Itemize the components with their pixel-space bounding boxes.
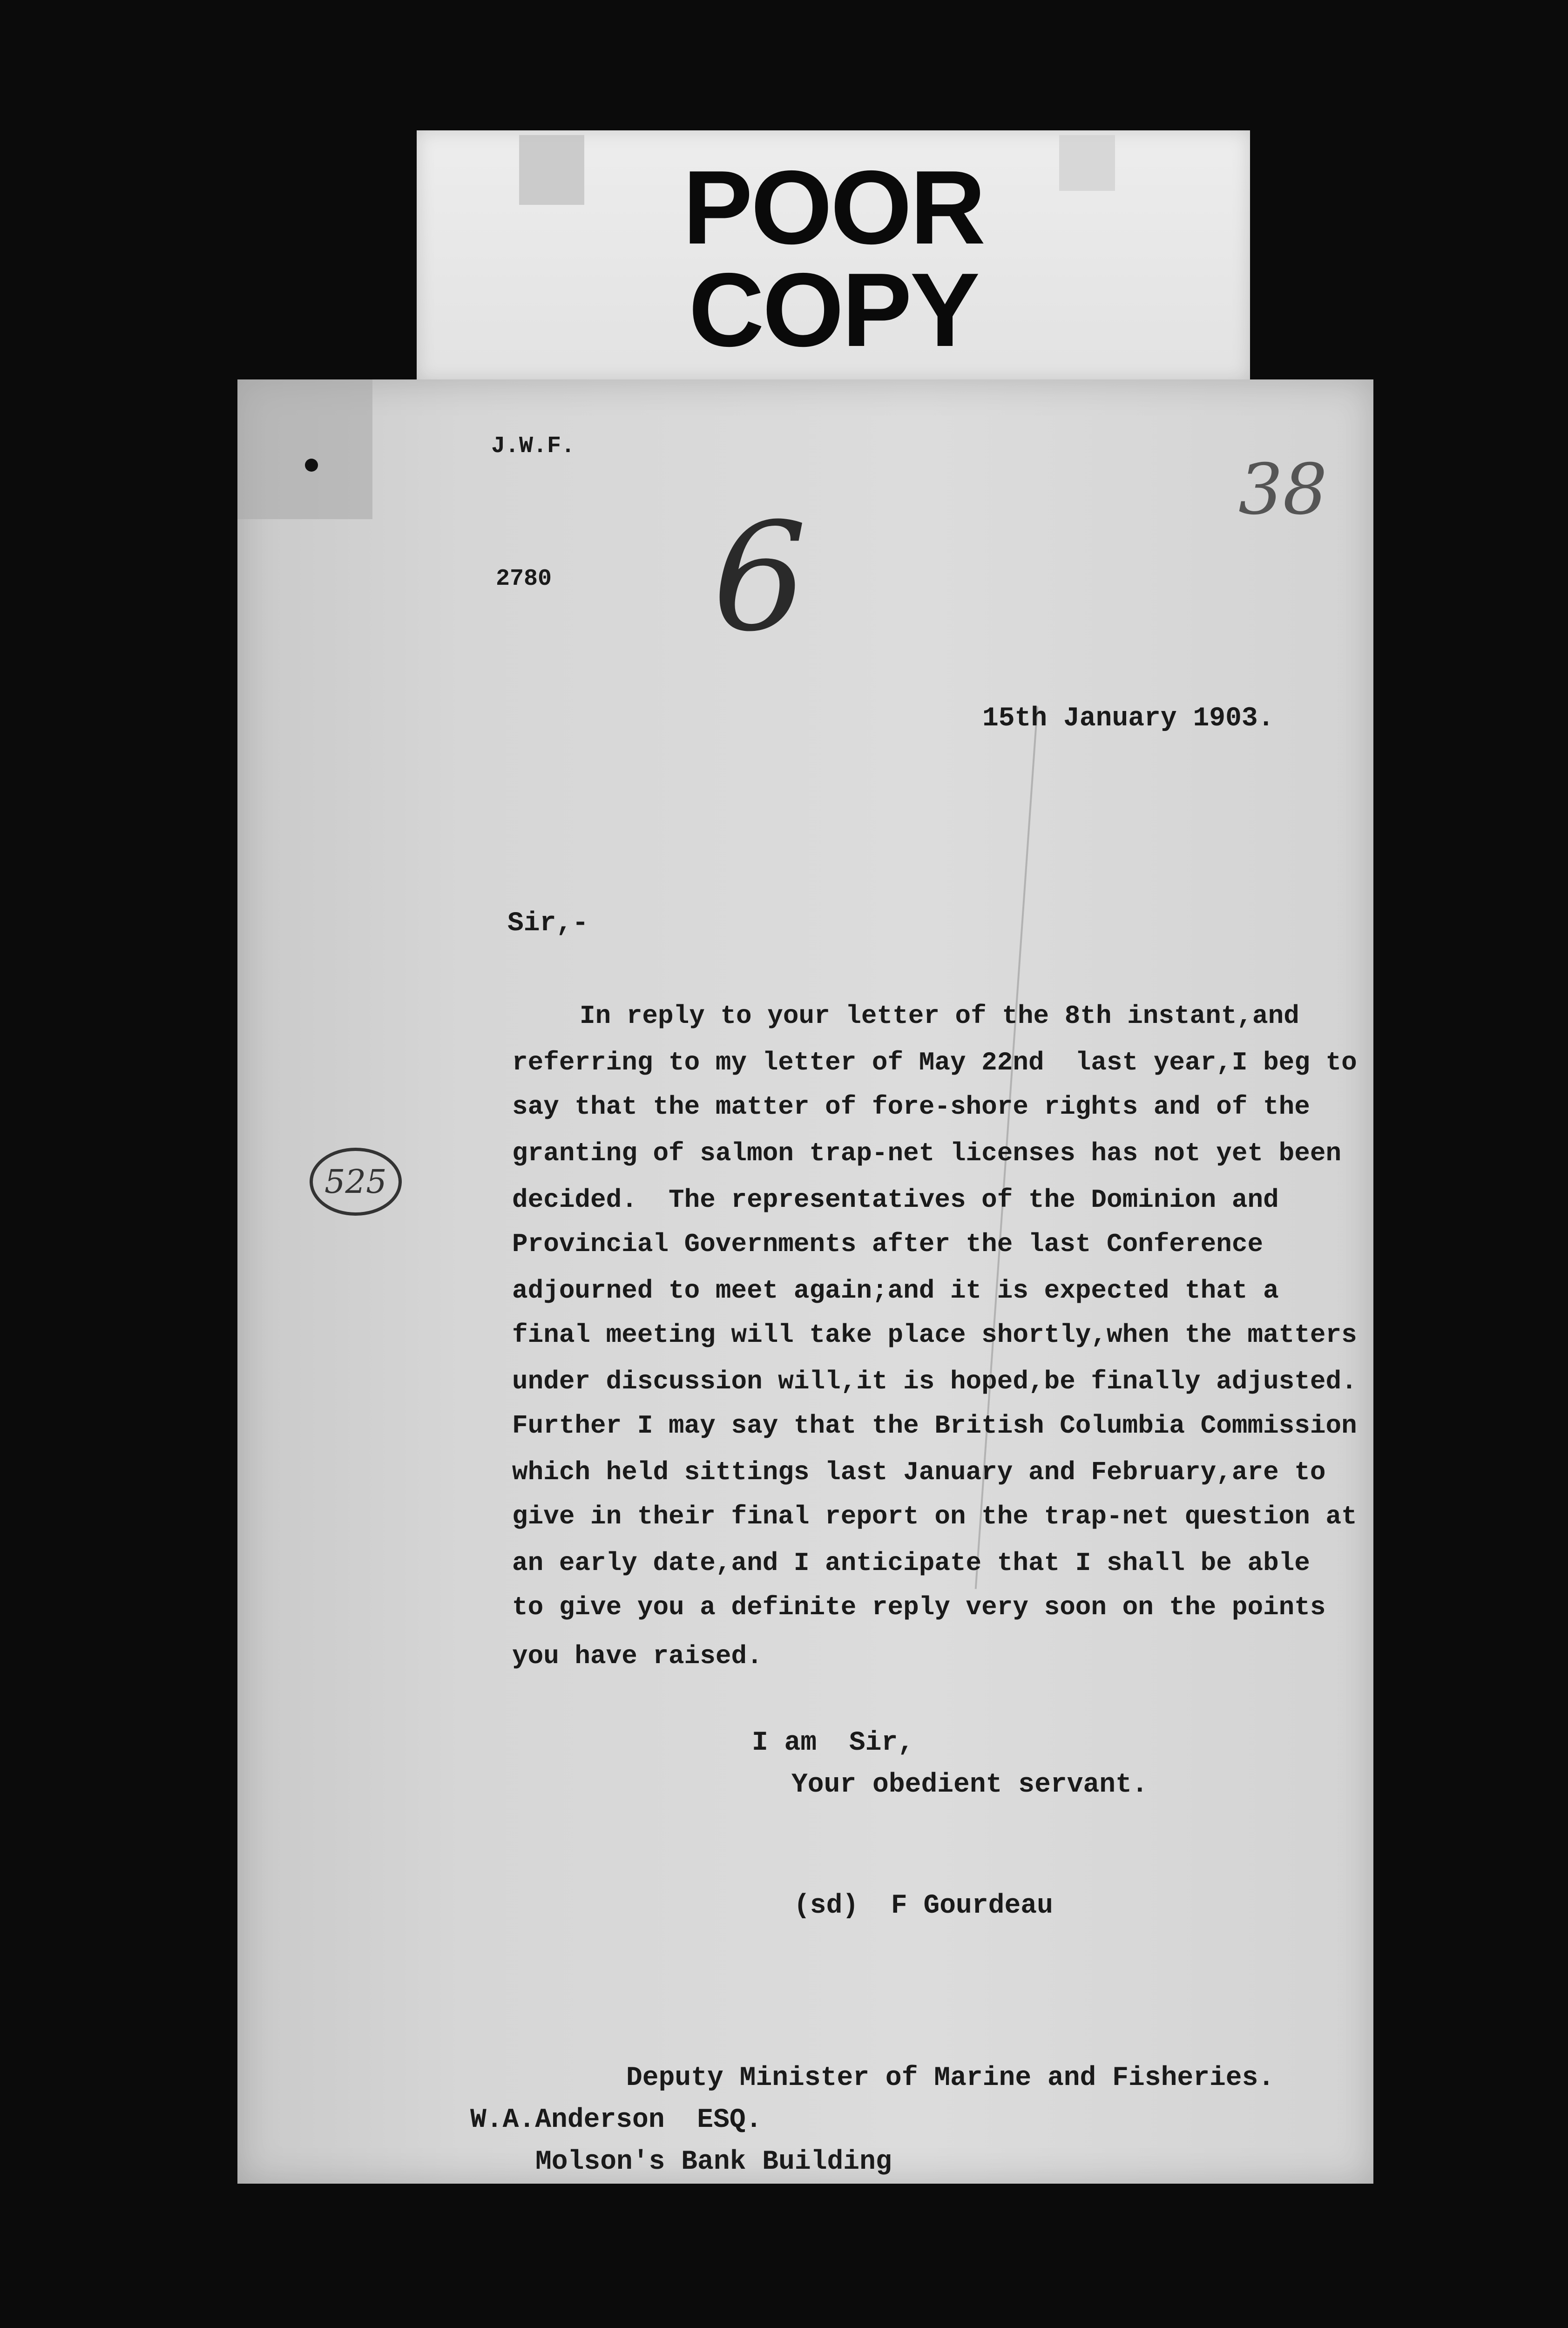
poor-copy-line2: COPY bbox=[689, 251, 978, 368]
signature: (sd) F Gourdeau bbox=[794, 1891, 1053, 1921]
handwritten-page-number: 38 bbox=[1238, 449, 1327, 530]
addressee-address: Molson's Bank Building bbox=[535, 2147, 892, 2177]
letter-body-line: give in their final report on the trap-net question at bbox=[512, 1502, 1357, 1531]
letter-body-line: granting of salmon trap-net licenses has not yet been bbox=[512, 1138, 1342, 1168]
handwritten-mark: 6 bbox=[712, 491, 807, 664]
addressee-name: W.A.Anderson ESQ. bbox=[470, 2105, 762, 2135]
letter-body-line: Provincial Governments after the last Conference bbox=[512, 1229, 1264, 1259]
letter-body-line: an early date,and I anticipate that I shall be able bbox=[512, 1548, 1310, 1578]
initials: J.W.F. bbox=[491, 433, 575, 460]
letter-sheet bbox=[237, 379, 1373, 2184]
paper-clip-shadow bbox=[237, 379, 372, 519]
letter-body-line: In reply to your letter of the 8th instant,and bbox=[580, 1001, 1299, 1031]
letter-body-line: say that the matter of fore-shore rights and of the bbox=[512, 1092, 1310, 1122]
letter-body-line: referring to my letter of May 22nd last year,I beg to bbox=[512, 1048, 1357, 1077]
closing-line-2: Your obedient servant. bbox=[791, 1770, 1148, 1800]
closing-line-1: I am Sir, bbox=[752, 1728, 914, 1758]
letter-body-line: under discussion will,it is hoped,be finally adjusted. bbox=[512, 1367, 1357, 1396]
pin-hole bbox=[305, 459, 318, 472]
letter-body-line: decided. The representatives of the Dominion and bbox=[512, 1185, 1279, 1215]
letter-body-line: Further I may say that the British Columbia Commission bbox=[512, 1411, 1357, 1441]
poor-copy-card bbox=[417, 130, 1250, 382]
poor-copy-line1: POOR bbox=[683, 149, 984, 266]
salutation: Sir,- bbox=[507, 908, 589, 939]
letter-body-line: adjourned to meet again;and it is expected that a bbox=[512, 1276, 1279, 1306]
letter-body-line: you have raised. bbox=[512, 1641, 763, 1671]
letter-body-line: which held sittings last January and February,are to bbox=[512, 1457, 1326, 1487]
letter-body-line: final meeting will take place shortly,when the matters bbox=[512, 1320, 1357, 1350]
handwritten-circled-number: 525 bbox=[310, 1148, 402, 1216]
signer-title: Deputy Minister of Marine and Fisheries. bbox=[626, 2063, 1275, 2093]
letter-body-line: to give you a definite reply very soon on the points bbox=[512, 1592, 1326, 1622]
letter-date: 15th January 1903. bbox=[982, 704, 1274, 734]
file-number: 2780 bbox=[496, 566, 552, 592]
